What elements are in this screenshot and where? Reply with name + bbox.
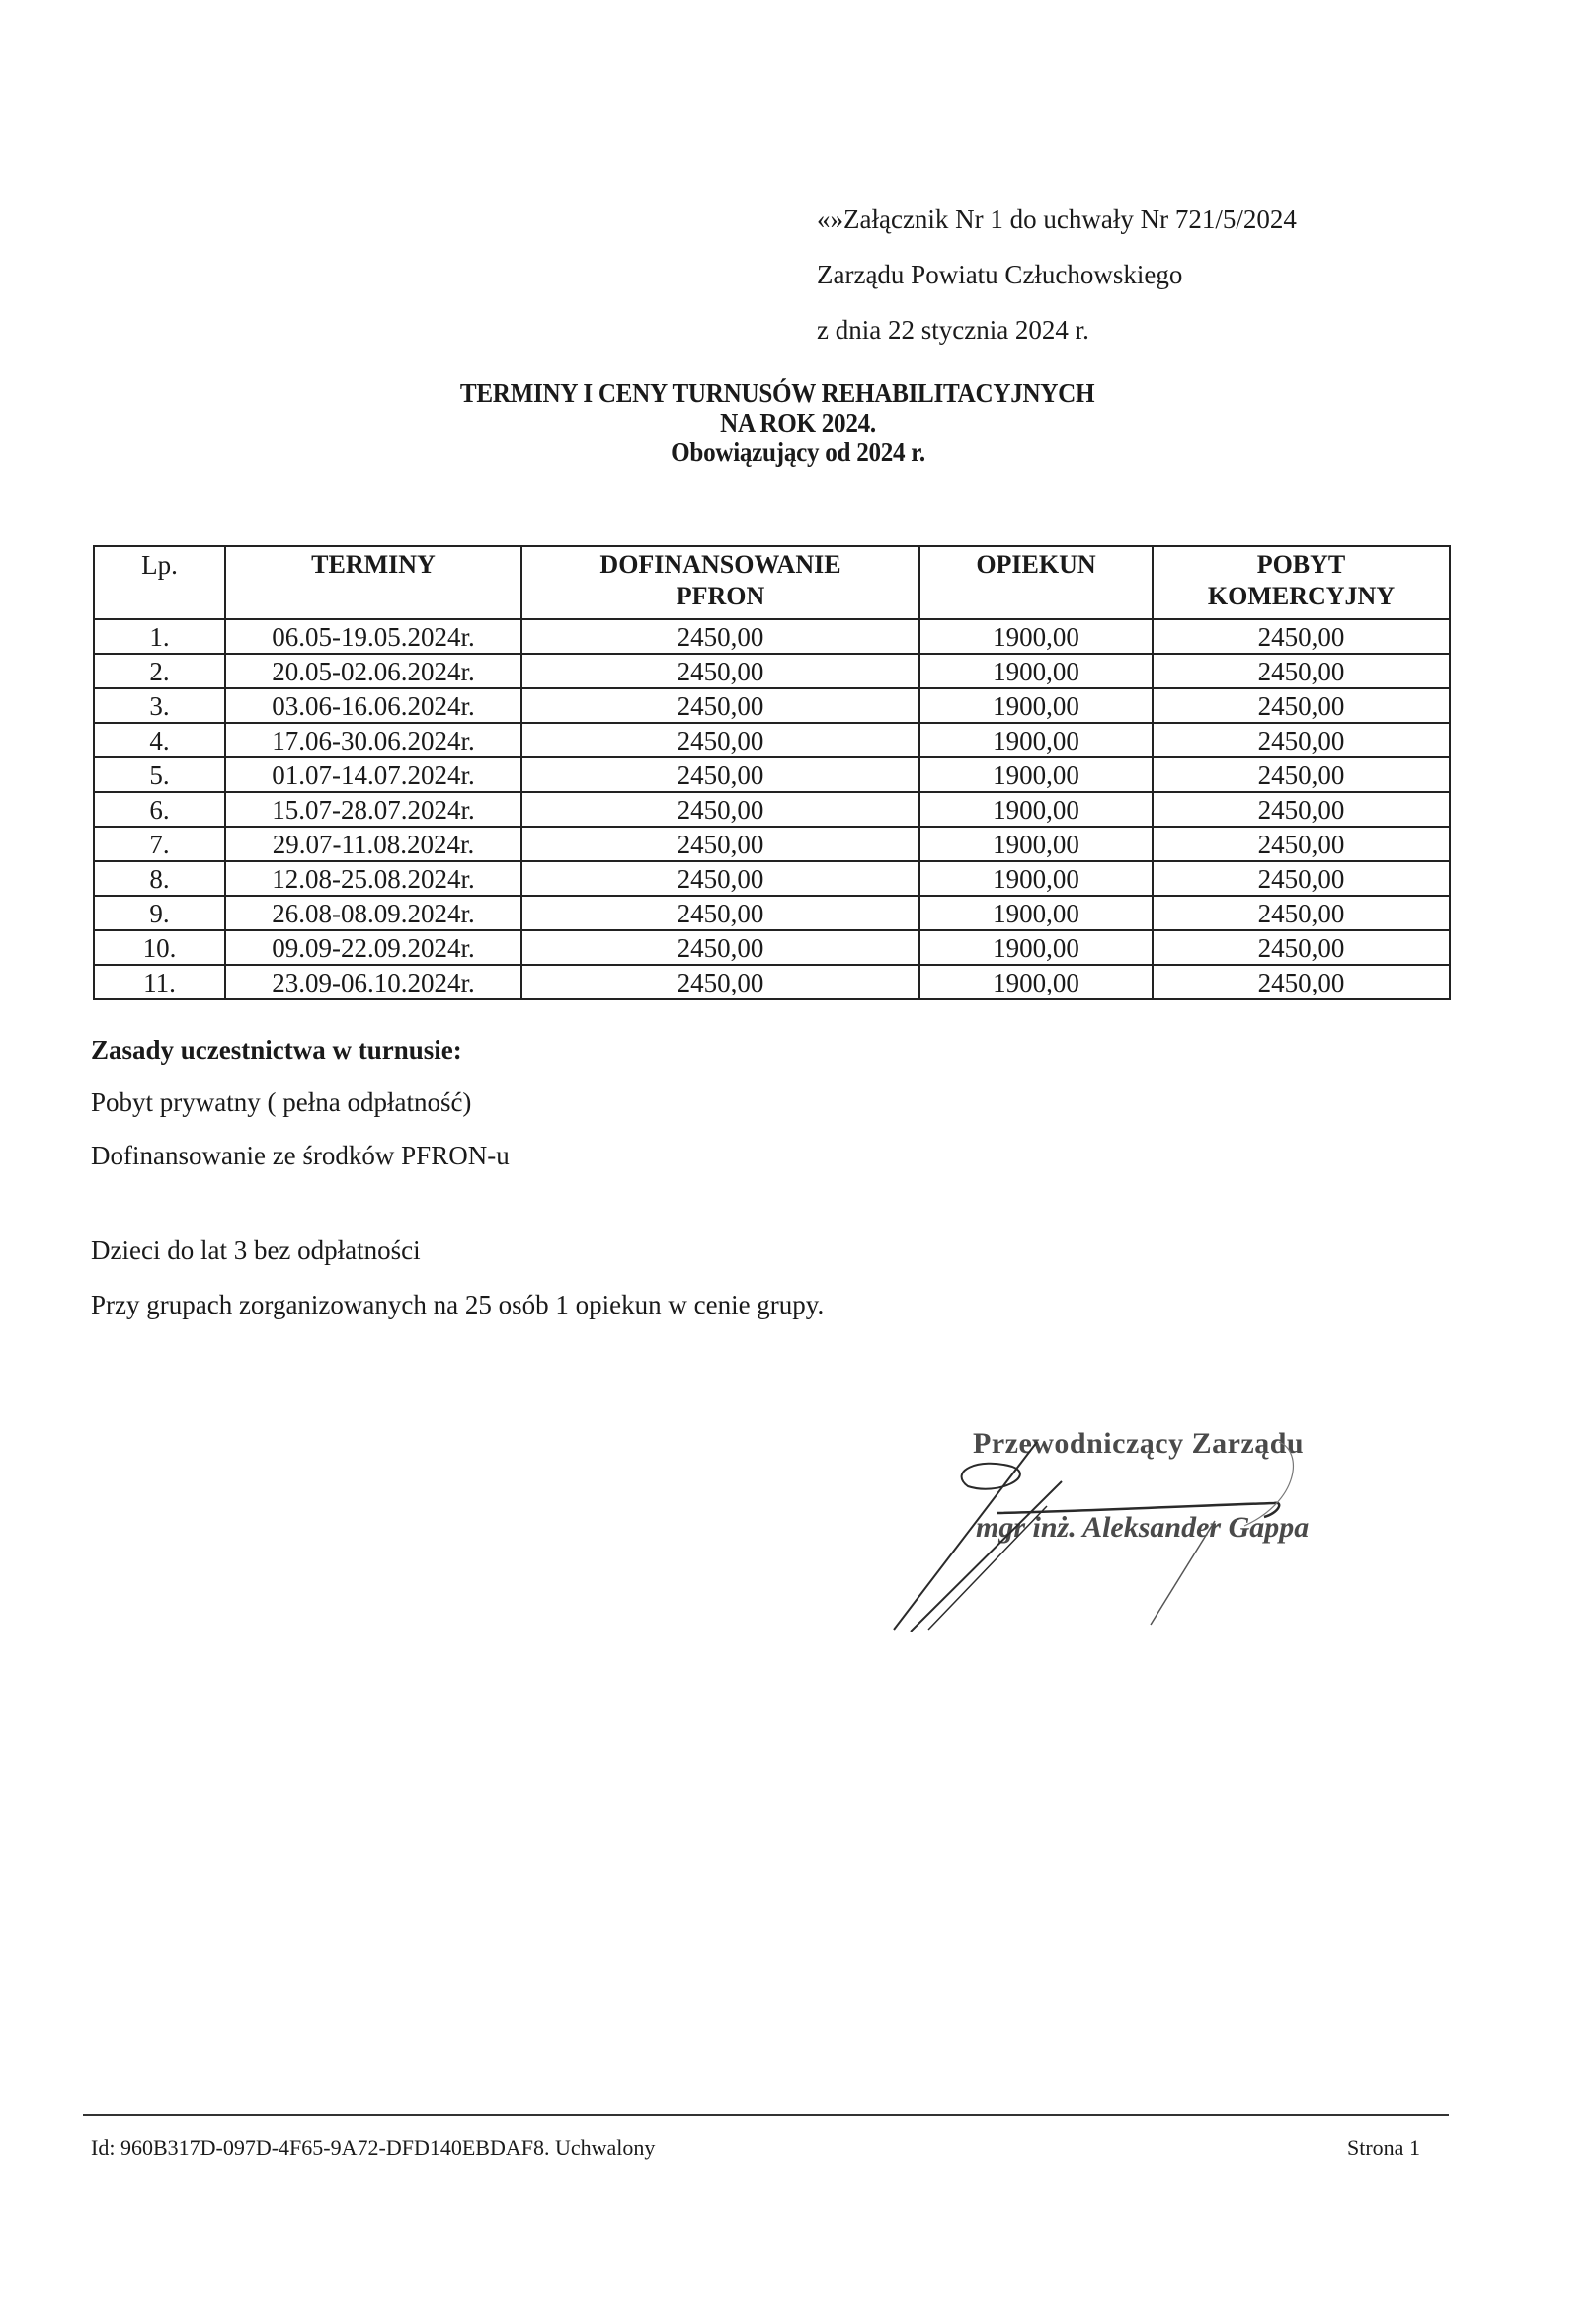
cell-opiekun: 1900,00 <box>919 688 1153 723</box>
cell-lp: 5. <box>94 757 225 792</box>
table-row <box>94 896 1450 930</box>
signature-stroke <box>1151 1521 1215 1625</box>
cell-termin: 06.05-19.05.2024r. <box>225 619 521 654</box>
cell-termin: 17.06-30.06.2024r. <box>225 723 521 757</box>
rule-item: Dofinansowanie ze środków PFRON-u <box>91 1141 510 1170</box>
cell-termin: 01.07-14.07.2024r. <box>225 757 521 792</box>
signatory-name-stamp: mgr inż. Aleksander Gappa <box>976 1511 1310 1544</box>
cell-termin: 09.09-22.09.2024r. <box>225 930 521 965</box>
cell-dofinansowanie: 2450,00 <box>521 688 919 723</box>
cell-termin: 15.07-28.07.2024r. <box>225 792 521 827</box>
title-line-1: TERMINY I CENY TURNUSÓW REHABILITACYJNYCH <box>459 378 1095 408</box>
cell-dofinansowanie: 2450,00 <box>521 861 919 896</box>
cell-dofinansowanie: 2450,00 <box>521 757 919 792</box>
rule-item: Dzieci do lat 3 bez odpłatności <box>91 1235 421 1265</box>
table-row <box>94 723 1450 757</box>
rule-item: Pobyt prywatny ( pełna odpłatność) <box>91 1087 472 1117</box>
cell-pobyt-komercyjny: 2450,00 <box>1153 965 1450 999</box>
cell-pobyt-komercyjny: 2450,00 <box>1153 930 1450 965</box>
cell-pobyt-komercyjny: 2450,00 <box>1153 757 1450 792</box>
footer-divider <box>83 2114 1449 2116</box>
cell-pobyt-komercyjny: 2450,00 <box>1153 861 1450 896</box>
table-row <box>94 861 1450 896</box>
cell-opiekun: 1900,00 <box>919 619 1153 654</box>
cell-lp: 10. <box>94 930 225 965</box>
cell-pobyt-komercyjny: 2450,00 <box>1153 723 1450 757</box>
cell-opiekun: 1900,00 <box>919 792 1153 827</box>
cell-dofinansowanie: 2450,00 <box>521 930 919 965</box>
table-row <box>94 930 1450 965</box>
column-header-lp: Lp. <box>94 546 225 619</box>
table-row <box>94 619 1450 654</box>
cell-dofinansowanie: 2450,00 <box>521 619 919 654</box>
cell-pobyt-komercyjny: 2450,00 <box>1153 688 1450 723</box>
cell-opiekun: 1900,00 <box>919 965 1153 999</box>
cell-pobyt-komercyjny: 2450,00 <box>1153 654 1450 688</box>
resolution-date: z dnia 22 stycznia 2024 r. <box>817 315 1089 345</box>
column-header-terminy: TERMINY <box>225 546 521 619</box>
table-row <box>94 757 1450 792</box>
signature-stroke <box>911 1481 1062 1632</box>
cell-lp: 9. <box>94 896 225 930</box>
column-header-dofinansowanie: DOFINANSOWANIE PFRON <box>521 546 919 619</box>
cell-termin: 29.07-11.08.2024r. <box>225 827 521 861</box>
cell-lp: 8. <box>94 861 225 896</box>
cell-lp: 6. <box>94 792 225 827</box>
cell-pobyt-komercyjny: 2450,00 <box>1153 827 1450 861</box>
cell-dofinansowanie: 2450,00 <box>521 792 919 827</box>
cell-termin: 03.06-16.06.2024r. <box>225 688 521 723</box>
cell-lp: 11. <box>94 965 225 999</box>
handwritten-signature <box>889 1422 1343 1659</box>
document-id: Id: 960B317D-097D-4F65-9A72-DFD140EBDAF8. Uchwalony <box>91 2135 656 2160</box>
table-row <box>94 792 1450 827</box>
cell-lp: 1. <box>94 619 225 654</box>
table-row <box>94 965 1450 999</box>
table-row <box>94 688 1450 723</box>
title-line-2: NA ROK 2024. <box>720 408 876 438</box>
rules-heading: Zasady uczestnictwa w turnusie: <box>91 1035 462 1065</box>
table-row <box>94 654 1450 688</box>
cell-termin: 12.08-25.08.2024r. <box>225 861 521 896</box>
column-header-pobyt-komercyjny: POBYT KOMERCYJNY <box>1153 546 1450 619</box>
cell-termin: 20.05-02.06.2024r. <box>225 654 521 688</box>
cell-opiekun: 1900,00 <box>919 757 1153 792</box>
signatory-title-stamp: Przewodniczący Zarządu <box>973 1427 1305 1460</box>
title-line-3: Obowiązujący od 2024 r. <box>671 438 925 467</box>
document-title <box>56 378 1541 467</box>
cell-lp: 7. <box>94 827 225 861</box>
cell-dofinansowanie: 2450,00 <box>521 654 919 688</box>
cell-opiekun: 1900,00 <box>919 827 1153 861</box>
page-number: Strona 1 <box>1347 2135 1420 2160</box>
cell-opiekun: 1900,00 <box>919 723 1153 757</box>
column-header-opiekun: OPIEKUN <box>919 546 1153 619</box>
cell-pobyt-komercyjny: 2450,00 <box>1153 792 1450 827</box>
signature-stroke <box>928 1506 1047 1630</box>
signature-stroke <box>998 1503 1279 1517</box>
cell-termin: 26.08-08.09.2024r. <box>225 896 521 930</box>
cell-opiekun: 1900,00 <box>919 896 1153 930</box>
cell-opiekun: 1900,00 <box>919 861 1153 896</box>
attachment-reference: «»Załącznik Nr 1 do uchwały Nr 721/5/2024 <box>817 204 1297 234</box>
cell-pobyt-komercyjny: 2450,00 <box>1153 896 1450 930</box>
cell-dofinansowanie: 2450,00 <box>521 723 919 757</box>
cell-dofinansowanie: 2450,00 <box>521 965 919 999</box>
schedule-price-table <box>93 545 1451 1000</box>
signature-stroke <box>1244 1442 1293 1526</box>
cell-lp: 2. <box>94 654 225 688</box>
table-header-row <box>94 546 1450 619</box>
cell-termin: 23.09-06.10.2024r. <box>225 965 521 999</box>
cell-opiekun: 1900,00 <box>919 654 1153 688</box>
table-row <box>94 827 1450 861</box>
rule-item: Przy grupach zorganizowanych na 25 osób 1 opiekun w cenie grupy. <box>91 1290 825 1319</box>
cell-lp: 4. <box>94 723 225 757</box>
issuing-authority: Zarządu Powiatu Człuchowskiego <box>817 260 1183 289</box>
cell-dofinansowanie: 2450,00 <box>521 896 919 930</box>
cell-opiekun: 1900,00 <box>919 930 1153 965</box>
cell-lp: 3. <box>94 688 225 723</box>
cell-dofinansowanie: 2450,00 <box>521 827 919 861</box>
cell-pobyt-komercyjny: 2450,00 <box>1153 619 1450 654</box>
